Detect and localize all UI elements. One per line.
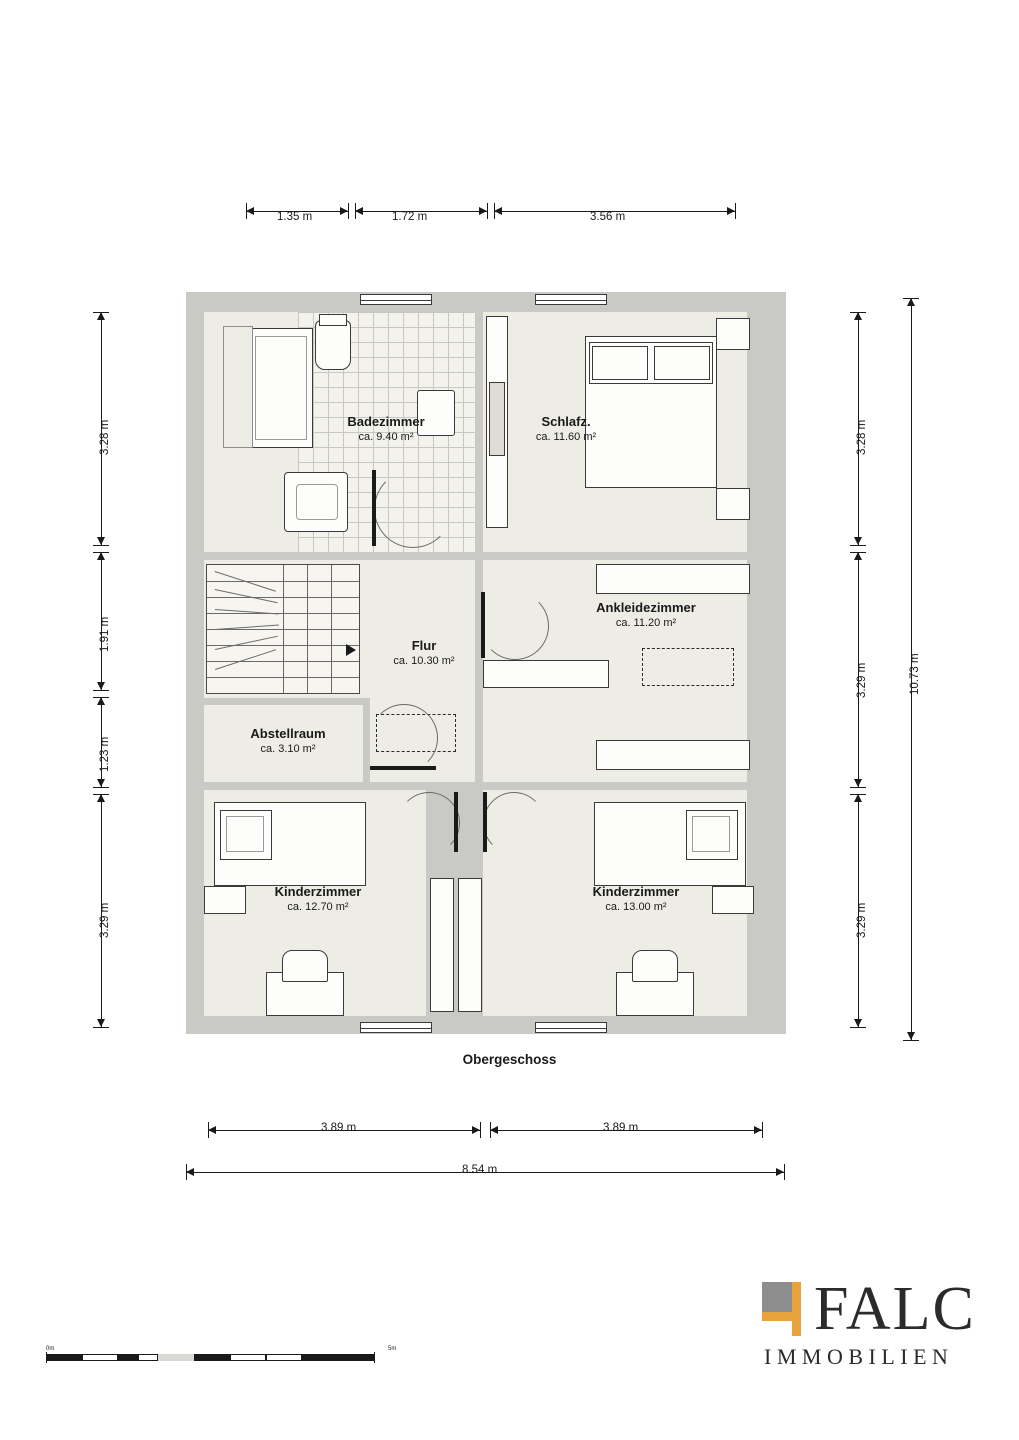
dim-label-left-3: 1.23 m <box>99 736 111 772</box>
room-label-ankleidezimmer <box>556 600 736 630</box>
shower-column <box>223 326 253 448</box>
wardrobe-center-left <box>430 878 454 1012</box>
dim-label-right-3: 3.29 m <box>856 902 868 938</box>
dim-label-right-1: 3.28 m <box>856 419 868 455</box>
room-label-schlafzimmer <box>496 414 636 444</box>
dim-arrow <box>97 794 105 802</box>
door-leaf-abstellraum <box>370 766 436 770</box>
room-area-ankleidezimmer: ca. 11.20 m² <box>615 617 677 629</box>
dim-label-bottom-2: 3.89 m <box>603 1122 639 1134</box>
scale-start-label: 0m <box>46 1346 55 1352</box>
wall-h-mid-bottom <box>204 782 747 790</box>
dim-tick <box>762 1122 763 1138</box>
dim-tick <box>903 298 919 299</box>
dim-tick <box>246 203 247 219</box>
pillow-left <box>592 346 648 380</box>
dim-tick <box>850 552 866 553</box>
dim-tick <box>93 1027 109 1028</box>
dim-tick <box>850 545 866 546</box>
dim-tick <box>186 1164 187 1180</box>
room-name-flur: Flur <box>411 638 437 653</box>
room-label-flur <box>354 638 494 668</box>
dim-arrow <box>854 1019 862 1027</box>
room-label-kinderzimmer-rechts <box>556 884 716 914</box>
dim-arrow <box>479 207 487 215</box>
wall-h-bad-flur <box>204 552 475 560</box>
room-area-kinderzimmer-links: ca. 12.70 m² <box>287 901 349 913</box>
logo-horizontal-bar <box>762 1312 792 1321</box>
dim-tick <box>93 690 109 691</box>
wardrobe-ankleide-top <box>596 564 750 594</box>
dim-tick <box>93 787 109 788</box>
dim-tick <box>93 794 109 795</box>
dim-label-right-total: 10.73 m <box>909 653 921 695</box>
scale-seg <box>230 1354 266 1361</box>
nightstand-right <box>716 318 750 350</box>
falc-logo-mark <box>762 1282 814 1336</box>
staircase <box>206 564 360 694</box>
dim-tick <box>480 1122 481 1138</box>
dim-arrow <box>97 312 105 320</box>
wardrobe-ankleide-bottom <box>596 740 750 770</box>
room-name-abstellraum: Abstellraum <box>250 726 326 741</box>
dim-tick <box>494 203 495 219</box>
hatch-outline-ankleide <box>642 648 734 686</box>
dim-arrow <box>355 207 363 215</box>
scale-seg <box>302 1354 374 1361</box>
dim-arrow <box>490 1126 498 1134</box>
room-area-badezimmer: ca. 9.40 m² <box>358 431 414 443</box>
sink-bowl <box>296 484 338 520</box>
dim-arrow <box>97 697 105 705</box>
door-swing-kinderzimmer-rechts <box>483 792 545 854</box>
dim-tick <box>850 1027 866 1028</box>
dim-tick <box>93 312 109 313</box>
wall-h-schlaf-ankleide <box>483 552 747 560</box>
dim-label-top-3: 3.56 m <box>590 211 626 223</box>
dim-arrow <box>854 312 862 320</box>
scale-bar <box>46 1348 402 1364</box>
scale-tick <box>374 1352 375 1363</box>
dim-tick <box>850 787 866 788</box>
dim-arrow <box>208 1126 216 1134</box>
room-name-kinderzimmer-links: Kinderzimmer <box>274 884 362 899</box>
scale-tick <box>46 1352 47 1363</box>
dim-arrow <box>907 298 915 306</box>
scale-seg <box>158 1354 194 1361</box>
wall-v-bad-schlaf <box>475 312 483 552</box>
door-swing-kinderzimmer-links <box>398 792 460 854</box>
dim-arrow <box>854 537 862 545</box>
wall-h-abstellraum-top <box>204 698 370 705</box>
room-area-schlafzimmer: ca. 11.60 m² <box>535 431 597 443</box>
scale-seg <box>82 1354 118 1361</box>
scale-seg <box>46 1354 82 1361</box>
room-name-ankleidezimmer: Ankleidezimmer <box>596 600 696 615</box>
door-leaf-kinderzimmer-links <box>454 792 458 852</box>
dim-label-right-2: 3.29 m <box>856 662 868 698</box>
dim-tick <box>93 545 109 546</box>
logo-subtitle: IMMOBILIEN <box>764 1344 954 1369</box>
dim-arrow <box>854 552 862 560</box>
room-label-kinderzimmer-links <box>238 884 398 914</box>
dim-tick <box>784 1164 785 1180</box>
dim-tick <box>735 203 736 219</box>
dim-arrow <box>340 207 348 215</box>
dim-arrow <box>727 207 735 215</box>
dim-arrow <box>97 537 105 545</box>
dim-label-left-1: 3.28 m <box>99 419 111 455</box>
dim-arrow <box>776 1168 784 1176</box>
logo-vertical-bar <box>792 1282 801 1336</box>
dim-arrow <box>186 1168 194 1176</box>
door-leaf-kinderzimmer-rechts <box>483 792 487 852</box>
nightstand-kinder-rechts <box>712 886 754 914</box>
dim-arrow <box>754 1126 762 1134</box>
dim-arrow <box>854 779 862 787</box>
floor-caption: Obergeschoss <box>462 1052 557 1067</box>
scale-end-label: 5m <box>388 1346 397 1352</box>
dim-label-bottom-total: 8.54 m <box>462 1164 498 1176</box>
dim-label-left-4: 3.29 m <box>99 902 111 938</box>
scale-seg <box>138 1354 158 1361</box>
door-swing-badezimmer <box>374 470 452 548</box>
dim-arrow <box>907 1032 915 1040</box>
dim-arrow <box>854 794 862 802</box>
pillow-inner-kinder-links <box>226 816 264 852</box>
room-area-flur: ca. 10.30 m² <box>393 655 455 667</box>
room-label-badezimmer <box>306 414 466 444</box>
scale-seg <box>194 1354 230 1361</box>
toilet-cistern <box>319 314 347 326</box>
dim-arrow <box>97 552 105 560</box>
dim-tick <box>850 794 866 795</box>
dim-arrow <box>246 207 254 215</box>
dim-tick <box>355 203 356 219</box>
dim-tick <box>487 203 488 219</box>
chair-kinder-rechts <box>632 950 678 982</box>
dim-tick <box>208 1122 209 1138</box>
dim-arrow <box>472 1126 480 1134</box>
chair-kinder-links <box>282 950 328 982</box>
window-badezimmer <box>360 294 432 305</box>
room-label-abstellraum <box>208 726 368 756</box>
toilet <box>315 320 351 370</box>
bathtub-inner <box>255 336 307 440</box>
dresser-ankleide <box>483 660 609 688</box>
wardrobe-center-right <box>458 878 482 1012</box>
dim-arrow <box>97 1019 105 1027</box>
dim-arrow <box>97 682 105 690</box>
dim-label-top-1: 1.35 m <box>277 211 313 223</box>
scale-seg <box>266 1354 302 1361</box>
window-kinderzimmer-rechts <box>535 1022 607 1033</box>
dim-arrow <box>97 779 105 787</box>
room-name-kinderzimmer-rechts: Kinderzimmer <box>592 884 680 899</box>
pillow-inner-kinder-rechts <box>692 816 730 852</box>
dim-tick <box>903 1040 919 1041</box>
floorplan-building <box>186 292 786 1034</box>
window-kinderzimmer-links <box>360 1022 432 1033</box>
stair-treads <box>207 565 359 693</box>
room-name-badezimmer: Badezimmer <box>347 414 425 429</box>
dim-label-top-2: 1.72 m <box>392 211 428 223</box>
dim-label-left-2: 1.91 m <box>99 616 111 652</box>
dim-tick <box>490 1122 491 1138</box>
dim-arrow <box>494 207 502 215</box>
logo-square <box>762 1282 792 1312</box>
dim-tick <box>93 552 109 553</box>
window-schlafzimmer <box>535 294 607 305</box>
dim-tick <box>348 203 349 219</box>
logo-wordmark: FALC <box>814 1275 976 1343</box>
pillow-right <box>654 346 710 380</box>
room-area-abstellraum: ca. 3.10 m² <box>260 743 316 755</box>
door-leaf-badezimmer <box>372 470 376 546</box>
nightstand-right-2 <box>716 488 750 520</box>
falc-logo <box>762 1275 977 1374</box>
dim-label-bottom-1: 3.89 m <box>321 1122 357 1134</box>
door-swing-abstellraum <box>370 704 438 772</box>
dim-tick <box>93 697 109 698</box>
room-name-schlafzimmer: Schlafz. <box>541 414 591 429</box>
room-area-kinderzimmer-rechts: ca. 13.00 m² <box>605 901 667 913</box>
dim-tick <box>850 312 866 313</box>
scale-seg <box>118 1354 138 1361</box>
